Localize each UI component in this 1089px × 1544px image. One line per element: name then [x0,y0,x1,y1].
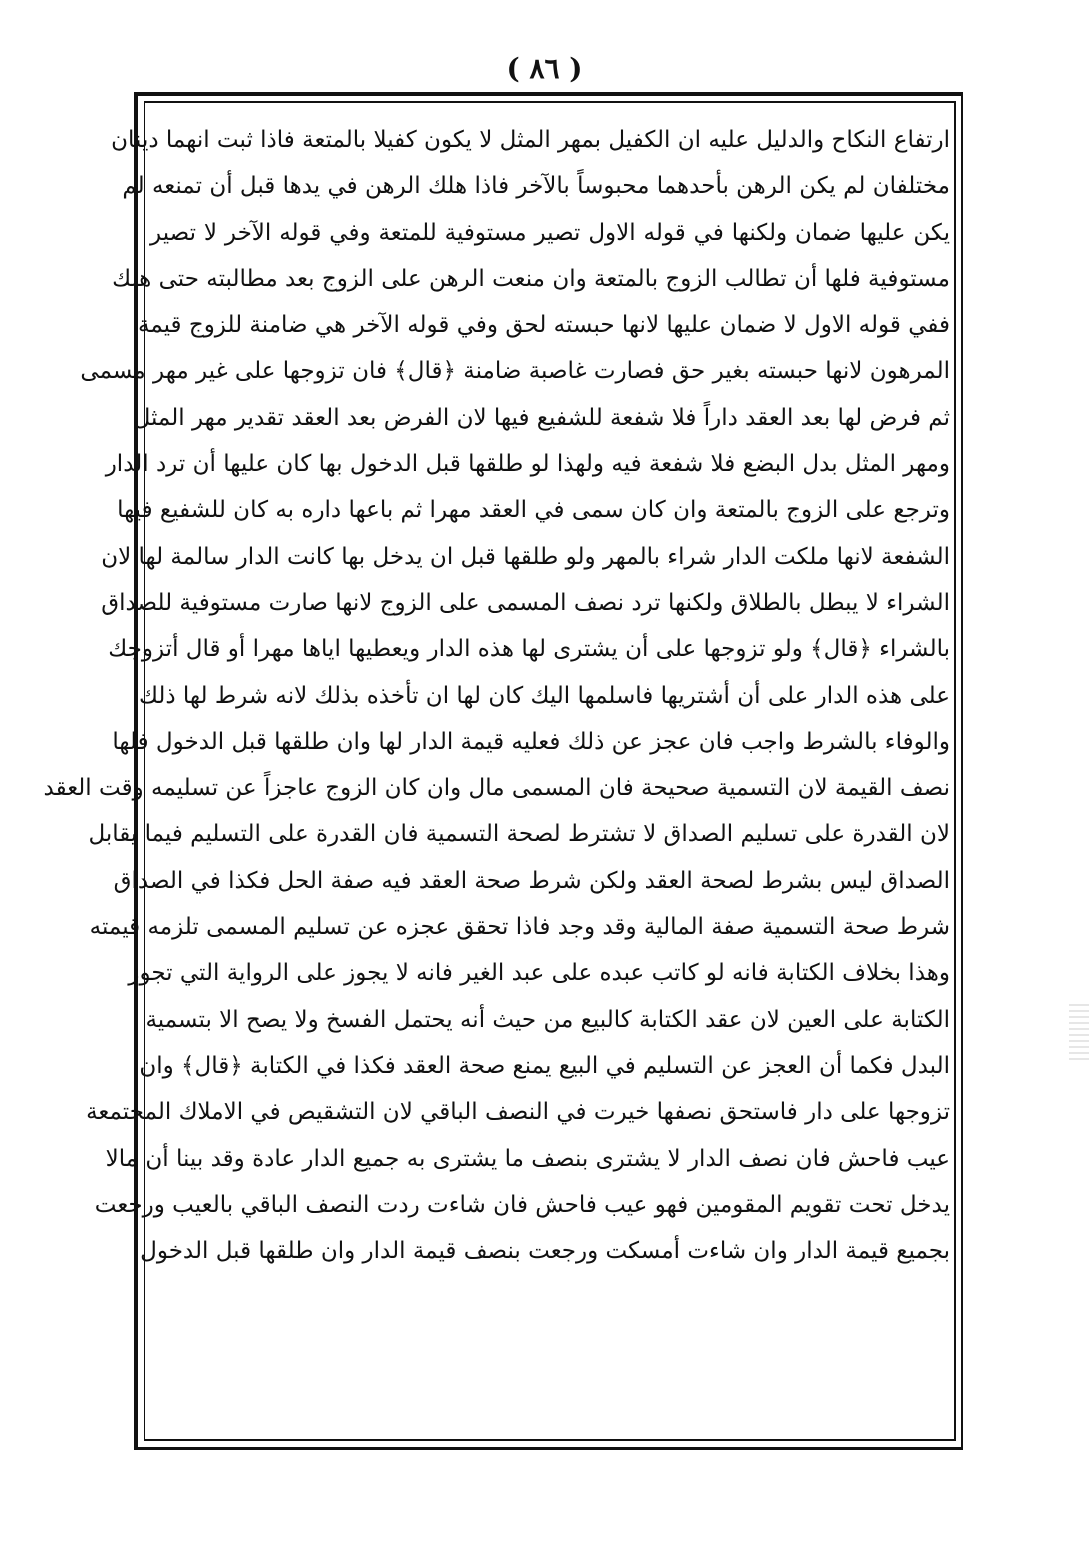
text-line: البدل فكما أن العجز عن التسليم في البيع يمنع صحة العقد فكذا في الكتابة ﴿قال﴾ وان [139,1052,950,1079]
text-line: بجميع قيمة الدار وان شاءت أمسكت ورجعت بنصف قيمة الدار وان طلقها قبل الدخول [140,1238,950,1265]
text-line: نصف القيمة لان التسمية صحيحة فان المسمى مال وان كان الزوج عاجزاً عن تسليمه وقت العقد [43,775,950,802]
page-number: ( ٨٦ ) [506,52,583,85]
text-line: ثم فرض لها بعد العقد داراً فلا شفعة للشفيع فيها لان الفرض بعد العقد تقدير مهر المثل [133,404,950,431]
margin-scan-mark [1069,1000,1089,1060]
text-line: ففي قوله الاول لا ضمان عليها لانها حبسته لحق وفي قوله الآخر هي ضامنة للزوج قيمة [137,312,950,339]
text-line: مستوفية فلها أن تطالب الزوج بالمتعة وان منعت الرهن على الزوج بعد مطالبته حتى هلك [112,265,950,292]
text-line: على هذه الدار على أن أشتريها فاسلمها اليك كان لها ان تأخذه بذلك لانه شرط لها ذلك [138,682,950,709]
text-line: الشفعة لانها ملكت الدار شراء بالمهر ولو طلقها قبل ان يدخل بها كانت الدار سالمة لها لان [101,543,950,570]
text-line: ومهر المثل بدل البضع فلا شفعة فيه ولهذا لو طلقها قبل الدخول بها كان عليها أن ترد الدار [105,451,950,478]
text-line: تزوجها على دار فاستحق نصفها خيرت في النصف الباقي لان التشقيص في الاملاك المجتمعة [86,1099,950,1126]
text-body [43,117,950,1274]
text-line: ارتفاع النكاح والدليل عليه ان الكفيل بمهر المثل لا يكون كفيلا بالمتعة فاذا ثبت انهما دينان [111,127,950,153]
text-line: الكتابة على العين لان عقد الكتابة كالبيع من حيث أنه يحتمل الفسخ ولا يصح الا بتسمية [145,1006,950,1033]
text-line: بالشراء ﴿قال﴾ ولو تزوجها على أن يشترى لها هذه الدار ويعطيها اياها مهرا أو قال أتزوجك [108,636,950,663]
text-line: يدخل تحت تقويم المقومين فهو عيب فاحش فان شاءت ردت النصف الباقي بالعيب ورجعت [94,1191,950,1218]
text-line: مختلفان لم يكن الرهن بأحدهما محبوساً بالآخر فاذا هلك الرهن في يدها قبل أن تمنعه لم [122,173,950,200]
text-line: وترجع على الزوج بالمتعة وان كان سمى في العقد مهرا ثم باعها داره به كان للشفيع فيها [117,497,950,524]
text-line: الصداق ليس بشرط لصحة العقد ولكن شرط صحة العقد فيه صفة الحل فكذا في الصداق [113,867,950,894]
text-line: عيب فاحش فان نصف الدار لا يشترى بنصف ما يشترى به جميع الدار عادة وقد بينا أن مالا [105,1145,950,1172]
text-line: يكن عليها ضمان ولكنها في قوله الاول تصير مستوفية للمتعة وفي قوله الآخر لا تصير [150,219,950,246]
text-line: وهذا بخلاف الكتابة فانه لو كاتب عبده على عبد الغير فانه لا يجوز على الرواية التي تجوز [128,960,950,987]
text-line: المرهون لانها حبسته بغير حق فصارت غاصبة ضامنة ﴿قال﴾ فان تزوجها على غير مهر مسمى [80,358,950,385]
text-line: لان القدرة على تسليم الصداق لا تشترط لصحة التسمية فان القدرة على التسليم فيما يقابل [88,821,950,848]
text-line: والوفاء بالشرط واجب فان عجز عن ذلك فعليه قيمة الدار لها وان طلقها قبل الدخول فلها [112,728,950,755]
text-line: الشراء لا يبطل بالطلاق ولكنها ترد نصف المسمى على الزوج لانها صارت مستوفية للصداق [101,589,950,616]
text-line: شرط صحة التسمية صفة المالية وقد وجد فاذا تحقق عجزه عن تسليم المسمى تلزمه قيمته [89,914,950,941]
